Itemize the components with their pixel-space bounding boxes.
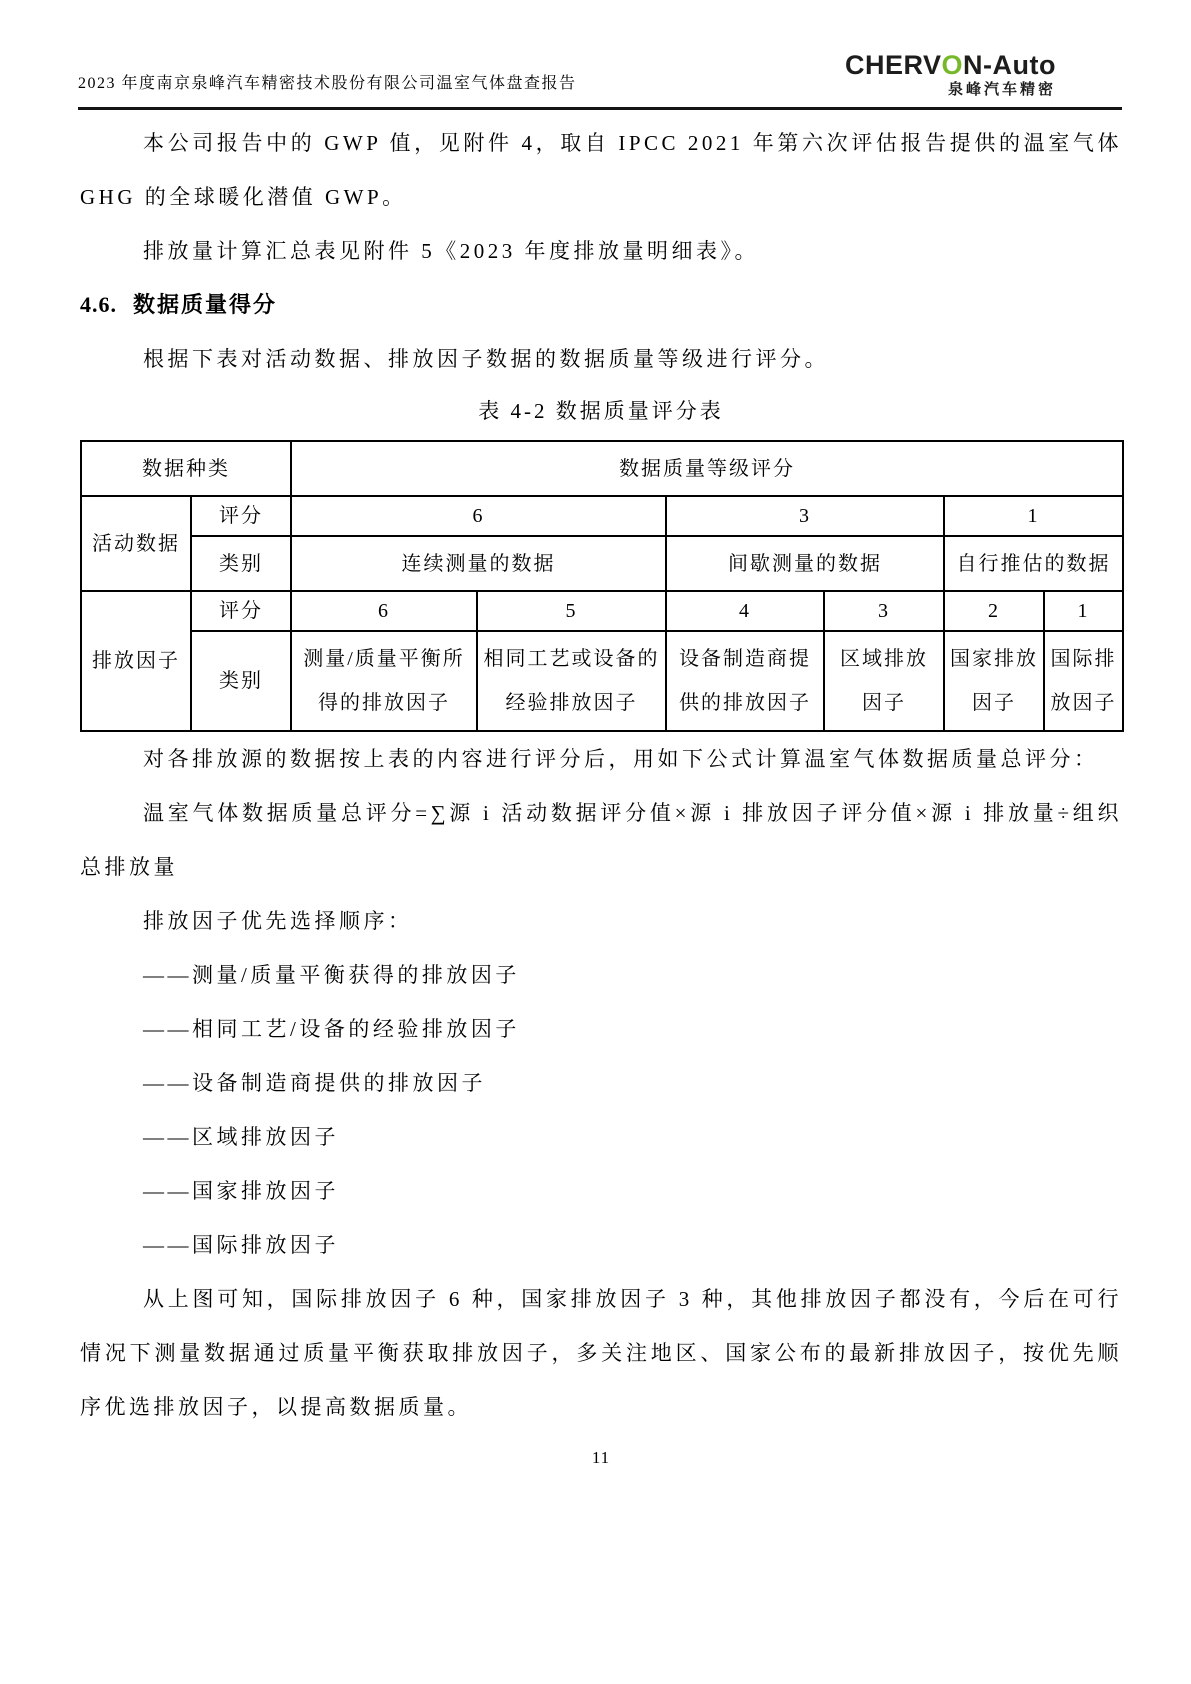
cell-activity-category-2: 间歇测量的数据 — [666, 536, 944, 591]
cell-factor-category-3: 设备制造商提供的排放因子 — [666, 631, 824, 731]
list-item: ——相同工艺/设备的经验排放因子 — [143, 1017, 520, 1041]
cell-factor-category-1: 测量/质量平衡所得的排放因子 — [291, 631, 477, 731]
table-row — [81, 631, 1123, 731]
page-header — [78, 0, 1122, 110]
cell-activity-label: 活动数据 — [81, 496, 191, 591]
cell-activity-category-1: 连续测量的数据 — [291, 536, 666, 591]
cell-factor-score-1: 6 — [291, 591, 477, 631]
table-row — [81, 496, 1123, 536]
logo-text-prefix: CHERV — [844, 50, 942, 80]
list-item: ——测量/质量平衡获得的排放因子 — [143, 963, 520, 987]
section-heading-4-6 — [80, 278, 1122, 332]
paragraph-emission-summary: 排放量计算汇总表见附件 5《2023 年度排放量明细表》。 — [143, 239, 759, 263]
data-quality-score-table — [80, 440, 1124, 732]
logo-wordmark — [845, 52, 1056, 79]
paragraph-conclusion: 从上图可知，国际排放因子 6 种，国家排放因子 3 种，其他排放因子都没有，今后在可行情况下测量数据通过质量平衡获取排放因子，多关注地区、国家公布的最新排放因子，按优先顺序优选排放因子，以提高数据质量。 — [80, 1287, 1122, 1419]
paragraph-priority-intro: 排放因子优先选择顺序： — [143, 909, 413, 933]
paragraph-after-table: 对各排放源的数据按上表的内容进行评分后，用如下公式计算温室气体数据质量总评分： — [143, 747, 1099, 771]
cell-activity-score-3: 1 — [944, 496, 1123, 536]
cell-activity-score-label: 评分 — [191, 496, 291, 536]
list-item: ——国际排放因子 — [143, 1233, 339, 1257]
paragraph-formula: 温室气体数据质量总评分=∑源 i 活动数据评分值×源 i 排放因子评分值×源 i 排放量÷组织总排放量 — [80, 801, 1122, 879]
paragraph-gwp: 本公司报告中的 GWP 值，见附件 4，取自 IPCC 2021 年第六次评估报告提供的温室气体 GHG 的全球暖化潜值 GWP。 — [80, 131, 1122, 209]
cell-factor-category-label: 类别 — [191, 631, 291, 731]
cell-factor-category-6: 国际排放因子 — [1044, 631, 1123, 731]
cell-factor-label: 排放因子 — [81, 591, 191, 731]
list-item: ——区域排放因子 — [143, 1125, 339, 1149]
chervon-auto-logo — [845, 52, 1056, 97]
cell-factor-category-5: 国家排放因子 — [944, 631, 1044, 731]
cell-factor-score-2: 5 — [477, 591, 666, 631]
section-title: 数据质量得分 — [133, 292, 278, 317]
cell-grade-header: 数据质量等级评分 — [291, 441, 1123, 496]
table-row — [81, 536, 1123, 591]
cell-factor-score-label: 评分 — [191, 591, 291, 631]
list-item: ——设备制造商提供的排放因子 — [143, 1071, 486, 1095]
logo-text-suffix: N-Auto — [963, 50, 1056, 80]
paragraph-scoring-intro: 根据下表对活动数据、排放因子数据的数据质量等级进行评分。 — [143, 347, 829, 371]
list-item: ——国家排放因子 — [143, 1179, 339, 1203]
cell-kind-header: 数据种类 — [81, 441, 291, 496]
cell-factor-score-5: 2 — [944, 591, 1044, 631]
page-content — [80, 110, 1122, 1468]
table-row — [81, 441, 1123, 496]
logo-accent-o: O — [941, 50, 964, 80]
priority-list — [80, 948, 1122, 1272]
cell-factor-score-4: 3 — [824, 591, 944, 631]
header-doc-title: 2023 年度南京泉峰汽车精密技术股份有限公司温室气体盘查报告 — [78, 75, 577, 92]
cell-activity-score-1: 6 — [291, 496, 666, 536]
cell-factor-category-2: 相同工艺或设备的经验排放因子 — [477, 631, 666, 731]
section-number: 4.6. — [80, 292, 117, 317]
cell-factor-category-4: 区域排放因子 — [824, 631, 944, 731]
cell-activity-score-2: 3 — [666, 496, 944, 536]
table-row — [81, 591, 1123, 631]
logo-chinese-subtext: 泉峰汽车精密 — [947, 81, 1056, 98]
table-caption: 表 4-2 数据质量评分表 — [478, 399, 724, 423]
page-number: 11 — [591, 1448, 611, 1467]
cell-activity-category-3: 自行推估的数据 — [944, 536, 1123, 591]
cell-activity-category-label: 类别 — [191, 536, 291, 591]
cell-factor-score-3: 4 — [666, 591, 824, 631]
cell-factor-score-6: 1 — [1044, 591, 1123, 631]
